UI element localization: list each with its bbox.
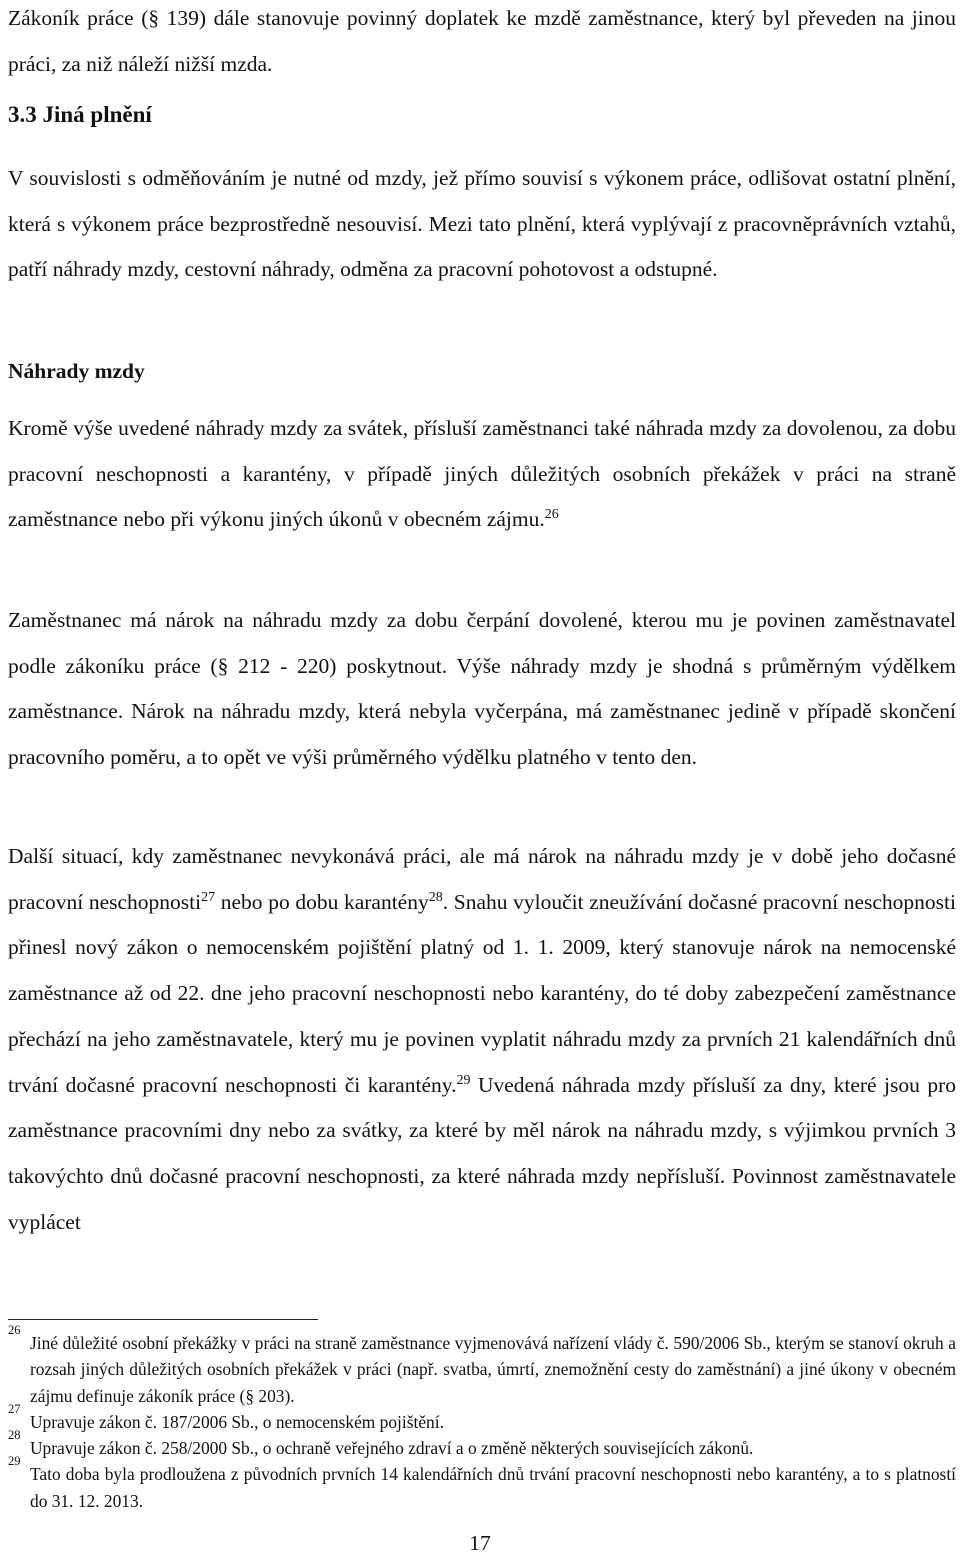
- footnote-28: [8, 1428, 956, 1461]
- footnote-number: 27: [8, 1401, 21, 1416]
- footnote-text: Jiné důležité osobní překážky v práci na straně zaměstnance vyjmenovává nařízení vlády č. 590/2006 Sb., kterým se stanoví okruh a rozsah jiných důležitých osobních překážek v práci (např. svatba, úmrtí, znemožnění cesty do zaměstnání) a jiné úkony v obecném zájmu definuje zákoník práce (§ 203).: [30, 1333, 956, 1406]
- footnote-29: [8, 1454, 956, 1514]
- paragraph-neschopnost: [8, 834, 956, 1245]
- paragraph-nahrady-intro: [8, 406, 956, 543]
- paragraph-jina-plneni: V souvislosti s odměňováním je nutné od mzdy, jež přímo souvisí s výkonem práce, odlišovat ostatní plnění, která s výkonem práce bezprostředně nesouvisí. Mezi tato plnění, která vyplývají z pracovněprávních vztahů, patří náhrady mzdy, cestovní náhrady, odměna za pracovní pohotovost a odstupné.: [8, 166, 956, 282]
- footnotes: [8, 1323, 956, 1514]
- footnote-26: [8, 1323, 956, 1409]
- footnote-text: Upravuje zákon č. 187/2006 Sb., o nemocenském pojištění.: [30, 1411, 444, 1432]
- footnote-text: Upravuje zákon č. 258/2000 Sb., o ochraně veřejného zdraví a o změně některých souvisejících zákonů.: [30, 1438, 754, 1459]
- footnote-ref-28[interactable]: 28: [428, 889, 443, 905]
- footnote-separator: [8, 1319, 318, 1320]
- footnote-text: Tato doba byla prodloužena z původních prvních 14 kalendářních dnů trvání pracovní neschopnosti nebo karantény, a to s platností do 31. 12. 2013.: [30, 1464, 956, 1511]
- page-number: 17: [469, 1531, 491, 1555]
- paragraph-dovolena: Zaměstnanec má nárok na náhradu mzdy za dobu čerpání dovolené, kterou mu je povinen zaměstnavatel podle zákoníku práce (§ 212 - 220) poskytnout. Výše náhrady mzdy je shodná s průměrným výdělkem zaměstnance. Nárok na náhradu mzdy, která nebyla vyčerpána, má zaměstnanec jedině v případě skončení pracovního poměru, a to opět ve výši průměrného výdělku platného v tento den.: [8, 608, 956, 770]
- footnote-number: 28: [8, 1428, 21, 1443]
- paragraph-neschopnost-part2: nebo po dobu karantény: [215, 889, 429, 914]
- paragraph-neschopnost-part1: Další situací, kdy zaměstnanec nevykonává práci, ale má nárok na náhradu mzdy je v době jeho dočasné pracovní neschopnosti: [8, 844, 956, 914]
- footnote-27: [8, 1401, 956, 1435]
- footnote-ref-29[interactable]: 29: [456, 1072, 471, 1088]
- section-heading: 3.3 Jiná plnění: [8, 102, 152, 127]
- footnote-number: 29: [8, 1454, 21, 1469]
- footnote-ref-26[interactable]: 26: [544, 507, 559, 523]
- intro-paragraph: Zákoník práce (§ 139) dále stanovuje povinný doplatek ke mzdě zaměstnance, který byl převeden na jinou práci, za niž náleží nižší mzda.: [8, 6, 956, 76]
- subheading-nahrady-mzdy: Náhrady mzdy: [8, 359, 145, 383]
- footnote-ref-27[interactable]: 27: [201, 889, 216, 905]
- footnote-number: 26: [8, 1323, 21, 1337]
- paragraph-nahrady-text: Kromě výše uvedené náhrady mzdy za svátek, přísluší zaměstnanci také náhrada mzdy za dovolenou, za dobu pracovní neschopnosti a karantény, v případě jiných důležitých osobních překážek v práci na straně zaměstnance nebo při výkonu jiných úkonů v obecném zájmu.: [8, 416, 956, 532]
- paragraph-neschopnost-part4: Uvedená náhrada mzdy přísluší za dny, které jsou pro zaměstnance pracovními dny nebo za svátky, za které by měl nárok na náhradu mzdy, s výjimkou prvních 3 takovýchto dnů dočasné pracovní neschopnosti, za které náhrada mzdy nepřísluší. Povinnost zaměstnavatele vyplácet: [8, 1072, 956, 1234]
- paragraph-neschopnost-part3: . Snahu vyloučit zneužívání dočasné pracovní neschopnosti přinesl nový zákon o nemocenském pojištění platný od 1. 1. 2009, který stanovuje nárok na nemocenské zaměstnance až od 22. dne jeho pracovní neschopnosti nebo karantény, do té doby zabezpečení zaměstnance přechází na jeho zaměstnavatele, který mu je povinen vyplatit náhradu mzdy za prvních 21 kalendářních dnů trvání dočasné pracovní neschopnosti či karantény.: [8, 889, 956, 1097]
